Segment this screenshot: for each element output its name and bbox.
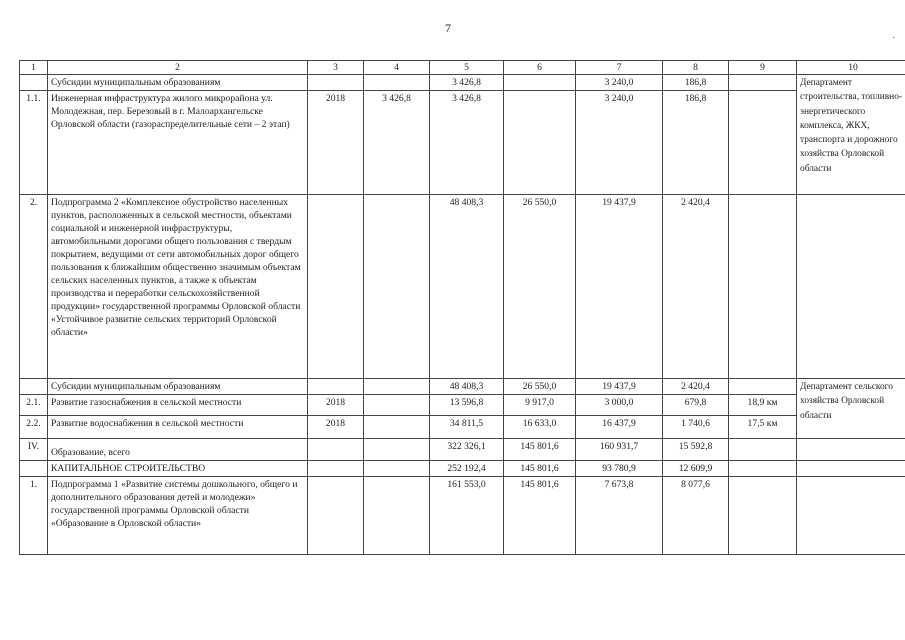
value-cell: 679,8 [663, 395, 729, 416]
table-row [20, 379, 905, 395]
value-cell: 3 426,8 [430, 91, 504, 195]
value-cell [364, 75, 430, 91]
value-cell [364, 461, 430, 477]
value-cell: 186,8 [663, 91, 729, 195]
value-cell: 15 592,8 [663, 439, 729, 461]
table-row [20, 416, 905, 439]
row-title: Субсидии муниципальным образованиям [48, 75, 308, 91]
row-number: 2.1. [20, 395, 48, 416]
value-cell: 12 609,9 [663, 461, 729, 477]
value-cell: 34 811,5 [430, 416, 504, 439]
value-cell: 3 426,8 [364, 91, 430, 195]
value-cell: 48 408,3 [430, 379, 504, 395]
table-row [20, 439, 905, 461]
department-cell: Департамент сельского хозяйства Орловской области [797, 379, 905, 439]
value-cell: 93 780,9 [576, 461, 663, 477]
header-row [20, 61, 905, 75]
year-cell [308, 461, 364, 477]
value-cell [364, 395, 430, 416]
department-cell-empty [797, 461, 905, 477]
page-number: 7 [445, 21, 451, 35]
value-cell [729, 461, 797, 477]
row-title: Подпрограмма 1 «Развитие системы дошкольного, общего и дополнительного образования детей и молодежи» государственной программы Орловской области «Образование в Орловской области» [48, 477, 308, 555]
department-cell: Департамент строительства, топливно-энергетического комплекса, ЖКХ, транспорта и дорожного хозяйства Орловской области [797, 75, 905, 195]
value-cell [729, 379, 797, 395]
value-cell: 2 420,4 [663, 195, 729, 379]
year-cell: 2018 [308, 91, 364, 195]
table-row [20, 195, 905, 379]
year-cell [308, 75, 364, 91]
department-cell-empty [797, 439, 905, 461]
value-cell: 19 437,9 [576, 195, 663, 379]
value-cell: 26 550,0 [504, 195, 576, 379]
row-number: 1. [20, 477, 48, 555]
value-cell: 145 801,6 [504, 439, 576, 461]
value-cell: 9 917,0 [504, 395, 576, 416]
year-cell [308, 439, 364, 461]
header-cell: 5 [430, 61, 504, 75]
row-title: КАПИТАЛЬНОЕ СТРОИТЕЛЬСТВО [48, 461, 308, 477]
value-cell [504, 91, 576, 195]
table-row [20, 477, 905, 555]
row-number [20, 75, 48, 91]
value-cell: 19 437,9 [576, 379, 663, 395]
header-cell: 1 [20, 61, 48, 75]
value-cell [364, 439, 430, 461]
row-title: Развитие газоснабжения в сельской местности [48, 395, 308, 416]
year-cell: 2018 [308, 395, 364, 416]
value-cell: 13 596,8 [430, 395, 504, 416]
year-cell [308, 379, 364, 395]
header-cell: 8 [663, 61, 729, 75]
department-cell-empty [797, 477, 905, 555]
scan-mark: · [892, 33, 896, 44]
row-title: Субсидии муниципальным образованиям [48, 379, 308, 395]
value-cell: 26 550,0 [504, 379, 576, 395]
row-number: 2.2. [20, 416, 48, 439]
table-row [20, 461, 905, 477]
header-cell: 9 [729, 61, 797, 75]
value-cell [729, 195, 797, 379]
value-cell: 1 740,6 [663, 416, 729, 439]
row-number: 2. [20, 195, 48, 379]
value-cell: 252 192,4 [430, 461, 504, 477]
value-cell: 7 673,8 [576, 477, 663, 555]
value-cell [364, 416, 430, 439]
table-row [20, 91, 905, 195]
row-number: 1.1. [20, 91, 48, 195]
table-row [20, 395, 905, 416]
row-title: Инженерная инфраструктура жилого микрорайона ул. Молодежная, пер. Березовый в г. Малоархангельске Орловской области (газораспределительные сети – 2 этап) [48, 91, 308, 195]
value-cell: 186,8 [663, 75, 729, 91]
value-cell [364, 379, 430, 395]
value-cell: 322 326,1 [430, 439, 504, 461]
value-cell: 3 240,0 [576, 91, 663, 195]
value-cell: 48 408,3 [430, 195, 504, 379]
row-title: Подпрограмма 2 «Комплексное обустройство населенных пунктов, расположенных в сельской местности, объектами социальной и инженерной инфраструктуры, автомобильными дорогами общего пользования с твердым покрытием, ведущими от сети автомобильных дорог общего пользования к ближайшим общественно значимым объектам сельских населенных пунктов, а также к объектам производства и переработки сельскохозяйственной продукции» государственной программы Орловской области «Устойчивое развитие сельских территорий Орловской области» [48, 195, 308, 379]
row-title: Образование, всего [48, 439, 308, 461]
row-title: Развитие водоснабжения в сельской местности [48, 416, 308, 439]
header-cell: 3 [308, 61, 364, 75]
value-cell: 145 801,6 [504, 477, 576, 555]
value-cell [364, 195, 430, 379]
year-cell [308, 477, 364, 555]
year-cell [308, 195, 364, 379]
row-number: IV. [20, 439, 48, 461]
value-cell [729, 477, 797, 555]
header-cell: 7 [576, 61, 663, 75]
year-cell: 2018 [308, 416, 364, 439]
header-cell: 6 [504, 61, 576, 75]
value-cell: 3 000,0 [576, 395, 663, 416]
value-cell: 8 077,6 [663, 477, 729, 555]
value-cell: 17,5 км [729, 416, 797, 439]
value-cell [729, 439, 797, 461]
value-cell [729, 91, 797, 195]
table-row [20, 75, 905, 91]
header-cell: 10 [797, 61, 905, 75]
department-cell-empty [797, 195, 905, 379]
budget-table [19, 60, 905, 555]
value-cell: 160 931,7 [576, 439, 663, 461]
value-cell: 16 437,9 [576, 416, 663, 439]
value-cell: 145 801,6 [504, 461, 576, 477]
row-number [20, 461, 48, 477]
value-cell: 18,9 км [729, 395, 797, 416]
value-cell [364, 477, 430, 555]
value-cell [729, 75, 797, 91]
value-cell: 3 426,8 [430, 75, 504, 91]
value-cell: 161 553,0 [430, 477, 504, 555]
value-cell [504, 75, 576, 91]
value-cell: 16 633,0 [504, 416, 576, 439]
header-cell: 4 [364, 61, 430, 75]
value-cell: 3 240,0 [576, 75, 663, 91]
header-cell: 2 [48, 61, 308, 75]
value-cell: 2 420,4 [663, 379, 729, 395]
row-number [20, 379, 48, 395]
